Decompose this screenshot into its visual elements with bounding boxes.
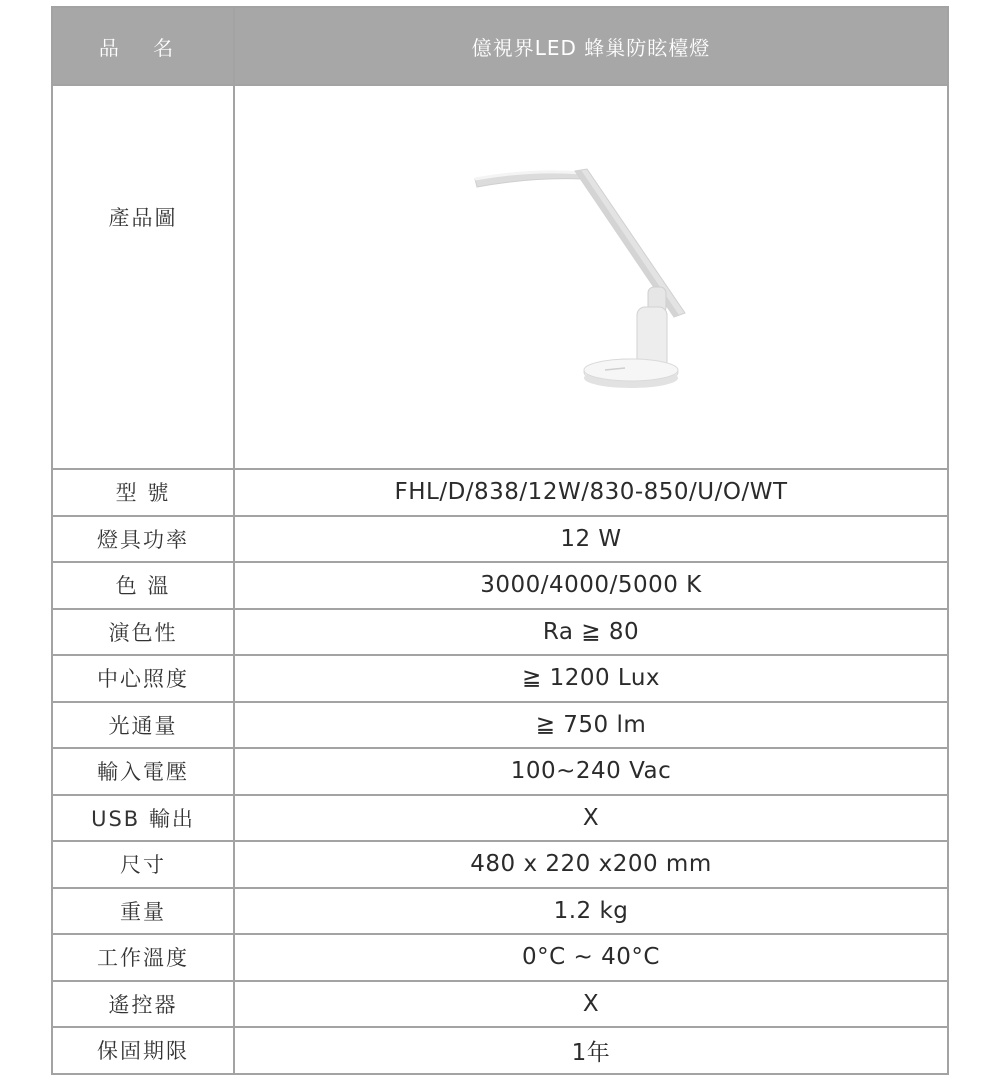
product-name-label: 品 名	[52, 7, 234, 85]
product-name: 億視界LED 蜂巢防眩檯燈	[234, 7, 948, 85]
spec-label: 工作溫度	[52, 934, 234, 981]
spec-label: 遙控器	[52, 981, 234, 1028]
spec-row	[52, 934, 948, 981]
product-image-label: 產品圖	[52, 85, 234, 469]
table-header	[52, 7, 948, 85]
spec-value: 1.2 kg	[234, 888, 948, 935]
spec-label: 光通量	[52, 702, 234, 749]
spec-row	[52, 1027, 948, 1074]
spec-row	[52, 702, 948, 749]
spec-value: 1年	[234, 1027, 948, 1074]
spec-row	[52, 841, 948, 888]
spec-label: 尺寸	[52, 841, 234, 888]
spec-row	[52, 562, 948, 609]
spec-value: ≧ 1200 Lux	[234, 655, 948, 702]
spec-value: 0°C ~ 40°C	[234, 934, 948, 981]
spec-value: 100~240 Vac	[234, 748, 948, 795]
spec-value: FHL/D/838/12W/830-850/U/O/WT	[234, 469, 948, 516]
spec-value: 3000/4000/5000 K	[234, 562, 948, 609]
spec-row	[52, 609, 948, 656]
spec-value: 12 W	[234, 516, 948, 563]
spec-label: 保固期限	[52, 1027, 234, 1074]
product-image-cell	[234, 85, 948, 469]
spec-value: Ra ≧ 80	[234, 609, 948, 656]
spec-value: ≧ 750 lm	[234, 702, 948, 749]
spec-label: 型 號	[52, 469, 234, 516]
spec-sheet	[51, 6, 947, 1075]
spec-table	[51, 6, 949, 1075]
product-image-row	[52, 85, 948, 469]
spec-row	[52, 981, 948, 1028]
spec-row	[52, 516, 948, 563]
spec-label: 演色性	[52, 609, 234, 656]
spec-row	[52, 795, 948, 842]
spec-label: 重量	[52, 888, 234, 935]
spec-label: USB 輸出	[52, 795, 234, 842]
spec-row	[52, 655, 948, 702]
spec-label: 色 溫	[52, 562, 234, 609]
spec-row	[52, 469, 948, 516]
spec-value: 480 x 220 x200 mm	[234, 841, 948, 888]
spec-row	[52, 748, 948, 795]
spec-label: 輸入電壓	[52, 748, 234, 795]
spec-label: 中心照度	[52, 655, 234, 702]
spec-label: 燈具功率	[52, 516, 234, 563]
spec-value: X	[234, 795, 948, 842]
spec-row	[52, 888, 948, 935]
spec-value: X	[234, 981, 948, 1028]
desk-lamp-image	[471, 157, 711, 397]
